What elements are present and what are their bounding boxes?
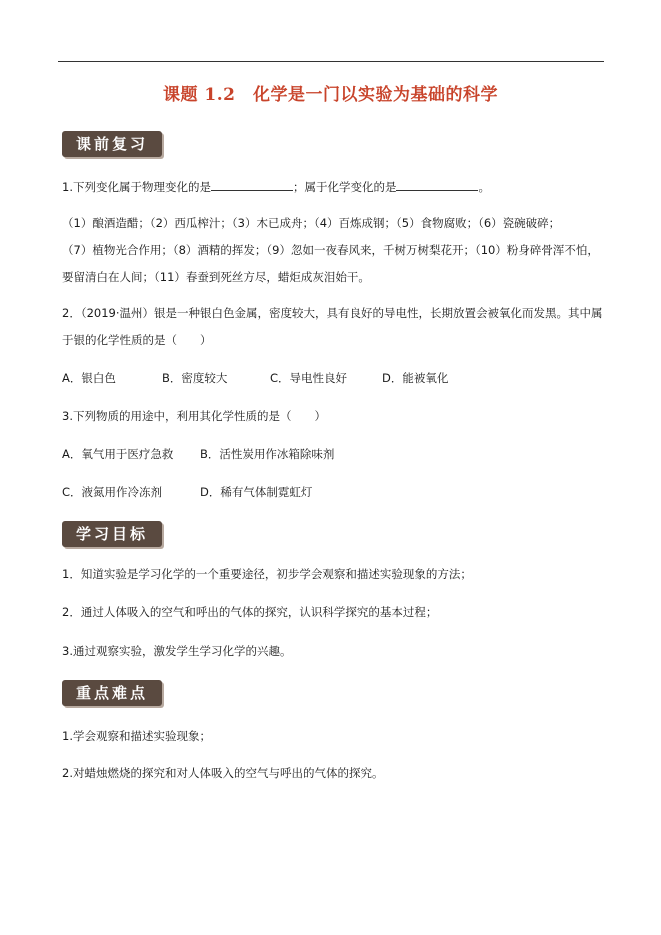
q3-option-b[interactable]: B．活性炭用作冰箱除味剂 xyxy=(200,447,335,461)
q2-option-d[interactable]: D．能被氧化 xyxy=(382,371,449,385)
q3-option-c[interactable]: C．液氮用作冷冻剂 xyxy=(62,485,163,499)
goal-item: 3.通过观察实验，激发学生学习化学的兴趣。 xyxy=(62,644,292,658)
q3-option-a[interactable]: A．氧气用于医疗急救 xyxy=(62,447,174,461)
q2-options xyxy=(62,371,448,385)
goal-item: 1．知道实验是学习化学的一个重要途径，初步学会观察和描述实验现象的方法； xyxy=(62,567,472,581)
section-badge-keypoints: 重点难点 xyxy=(62,680,162,706)
q1-stem-b: ；属于化学变化的是 xyxy=(292,180,397,194)
goal-item: 2．通过人体吸入的空气和呼出的气体的探究，认识科学探究的基本过程； xyxy=(62,605,438,619)
q1-stem-a: 1.下列变化属于物理变化的是 xyxy=(62,180,211,194)
q3-option-d[interactable]: D．稀有气体制霓虹灯 xyxy=(200,485,313,499)
q3-options-row2 xyxy=(62,485,312,499)
q1-blank-chemical[interactable] xyxy=(396,179,478,191)
q1-stem xyxy=(62,179,490,194)
page-title: 课题 1.2 化学是一门以实验为基础的科学 xyxy=(163,85,498,105)
q3-options-row1 xyxy=(62,447,334,461)
q2-option-c[interactable]: C．导电性良好 xyxy=(270,371,348,385)
q2-option-b[interactable]: B．密度较大 xyxy=(162,371,228,385)
header-rule xyxy=(58,61,604,62)
q3-stem: 3.下列物质的用途中，利用其化学性质的是（ ） xyxy=(62,409,326,423)
q1-options-line1: （1）酿酒造醋；（2）西瓜榨汁；（3）木已成舟；（4）百炼成钢；（5）食物腐败；（6）瓷碗破碎； xyxy=(62,216,561,230)
q2-stem-line2: 于银的化学性质的是（ ） xyxy=(62,333,212,347)
q2-option-a[interactable]: A．银白色 xyxy=(62,371,116,385)
section-badge-goals: 学习目标 xyxy=(62,521,162,547)
q1-blank-physical[interactable] xyxy=(211,179,293,191)
q1-options-line2: （7）植物光合作用；（8）酒精的挥发；（9）忽如一夜春风来，千树万树梨花开；（10）粉身碎骨浑不怕， xyxy=(62,243,599,257)
section-badge-preview: 课前复习 xyxy=(62,131,162,157)
q2-stem-line1: 2．（2019·温州）银是一种银白色金属，密度较大，具有良好的导电性，长期放置会被氧化而发黑。其中属 xyxy=(62,306,603,320)
keypoint-item: 2.对蜡烛燃烧的探究和对人体吸入的空气与呼出的气体的探究。 xyxy=(62,766,384,780)
keypoint-item: 1.学会观察和描述实验现象； xyxy=(62,729,211,743)
q1-stem-c: 。 xyxy=(478,180,490,194)
q1-options-line3: 要留清白在人间；（11）春蚕到死丝方尽，蜡炬成灰泪始干。 xyxy=(62,270,370,284)
